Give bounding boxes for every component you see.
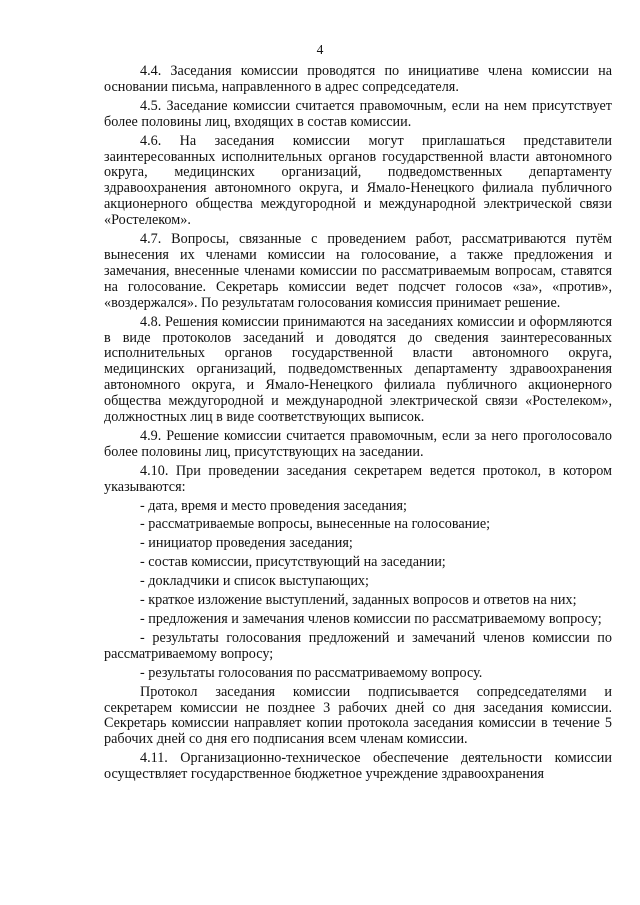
paragraph-4-10: 4.10. При проведении заседания секретарем ведется протокол, в котором указываются: [104, 462, 612, 495]
protocol-item-summary: - краткое изложение выступлений, заданных вопросов и ответов на них; [140, 592, 577, 609]
protocol-item-proposal-votes: - результаты голосования предложений и замечаний членов комиссии по рассматриваемому вопросу; [104, 629, 612, 662]
paragraph-4-11: 4.11. Организационно-техническое обеспечение деятельности комиссии осуществляет государственное бюджетное учреждение здравоохранения [104, 750, 612, 783]
paragraph-4-6: 4.6. На заседания комиссии могут приглашаться представители заинтересованных исполнительных органов государственной власти автономного округа, медицинских организаций, подведомственных департаменту здравоохранения автономного округа, и Ямало-Ненецкого филиала публичного акционерного общества междугородной и международной электрической связи «Ростелеком». [104, 132, 612, 229]
protocol-item-question-votes: - результаты голосования по рассматриваемому вопросу. [140, 664, 483, 681]
protocol-item-initiator: - инициатор проведения заседания; [140, 535, 353, 552]
protocol-item-speakers: - докладчики и список выступающих; [140, 573, 369, 590]
paragraph-4-5: 4.5. Заседание комиссии считается правомочным, если на нем присутствует более половины лиц, входящих в состав комиссии. [104, 97, 612, 130]
protocol-item-members: - состав комиссии, присутствующий на заседании; [140, 554, 446, 571]
page-number: 4 [316, 42, 324, 57]
document-body [104, 64, 612, 783]
paragraph-4-4: 4.4. Заседания комиссии проводятся по инициативе члена комиссии на основании письма, направленного в адрес сопредседателя. [104, 63, 612, 95]
protocol-item-questions: - рассматриваемые вопросы, вынесенные на голосование; [140, 516, 491, 533]
paragraph-4-8: 4.8. Решения комиссии принимаются на заседаниях комиссии и оформляются в виде протоколов заседаний и доводятся до сведения заинтересованных исполнительных органов государственной власти автономного округа, медицинских организаций, подведомственных департаменту здравоохранения автономного округа, и Ямало-Ненецкого филиала публичного акционерного общества междугородной и международной электрической связи «Ростелеком», должностных лиц в виде соответствующих выписок. [104, 313, 612, 426]
paragraph-4-7: 4.7. Вопросы, связанные с проведением работ, рассматриваются путём вынесения их членами комиссии на голосование, а также предложения и замечания, внесенные членами комиссии по рассматриваемым вопросам, ставятся на голосование. Секретарь комиссии ведет подсчет голосов «за», «против», «воздержался». По результатам голосования комиссия принимает решение. [104, 231, 612, 311]
paragraph-protocol-signing: Протокол заседания комиссии подписывается сопредседателями и секретарем комиссии не позднее 3 рабочих дней со дня заседания комиссии. Секретарь комиссии направляет копии протокола заседания комиссии в течение 5 рабочих дней со дня его подписания всем членам комиссии. [104, 683, 612, 748]
protocol-item-proposals: - предложения и замечания членов комиссии по рассматриваемому вопросу; [140, 611, 602, 627]
paragraph-4-9: 4.9. Решение комиссии считается правомочным, если за него проголосовало более половины лиц, присутствующих на заседании. [104, 427, 612, 460]
protocol-item-date: - дата, время и место проведения заседания; [140, 497, 407, 514]
